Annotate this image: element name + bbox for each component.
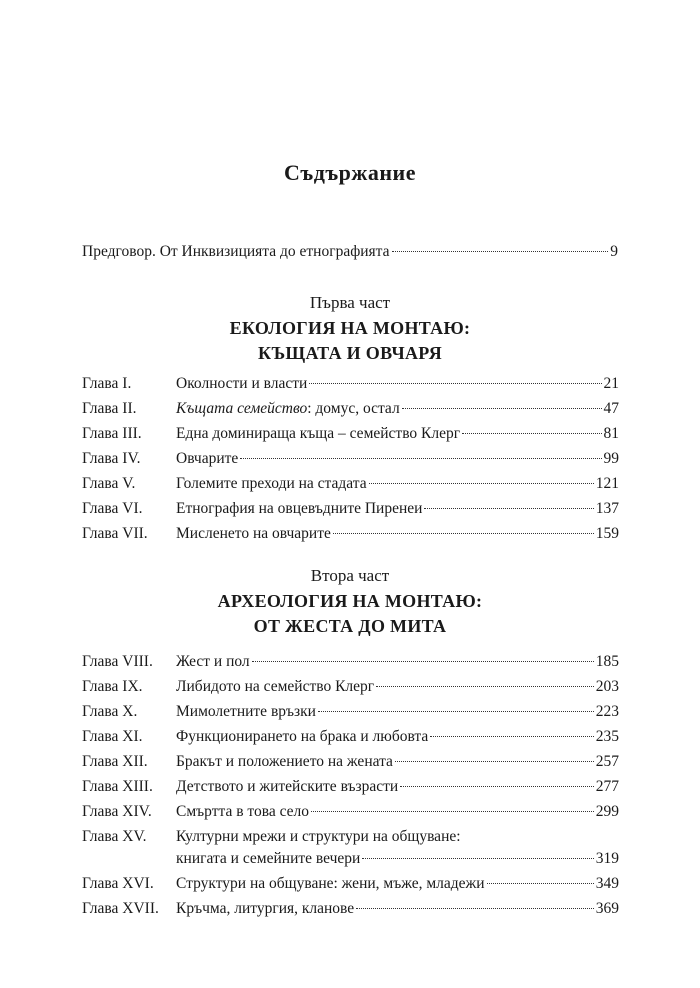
dot-leader bbox=[430, 736, 593, 737]
page-title: Съдържание bbox=[284, 160, 416, 185]
entry-text: Кръчма, литургия, кланове bbox=[176, 900, 355, 917]
page-number: 257 bbox=[595, 753, 619, 770]
page-number: 277 bbox=[595, 778, 619, 795]
toc-entry-continuation bbox=[176, 849, 619, 869]
page-number: 369 bbox=[595, 900, 619, 917]
entry-text: Либидото на семейство Клерг bbox=[176, 678, 375, 695]
chapter-number: Глава XVII. bbox=[82, 900, 159, 917]
chapter-number: Глава II. bbox=[82, 400, 137, 417]
entry-text: Жест и пол bbox=[176, 653, 250, 670]
toc-entry bbox=[82, 899, 619, 919]
dot-leader bbox=[395, 761, 594, 762]
toc-entry bbox=[82, 399, 619, 419]
toc-entry bbox=[82, 777, 619, 797]
entry-text: Мимолетните връзки bbox=[176, 703, 316, 720]
toc-entry bbox=[82, 677, 619, 697]
entry-text: Една доминираща къща – семейство Клерг bbox=[176, 425, 461, 442]
entry-text-italic: Къщата семейство bbox=[176, 400, 308, 417]
dot-leader bbox=[318, 711, 594, 712]
part-label: Втора част bbox=[310, 566, 390, 585]
toc-entry bbox=[82, 374, 619, 394]
entry-text: Смъртта в това село bbox=[176, 803, 310, 820]
chapter-number: Глава XI. bbox=[82, 728, 143, 745]
page-number: 9 bbox=[610, 243, 618, 260]
entry-text: Мисленето на овчарите bbox=[176, 525, 331, 542]
chapter-number: Глава IV. bbox=[82, 450, 141, 467]
dot-leader bbox=[309, 383, 601, 384]
chapter-number: Глава X. bbox=[82, 703, 138, 720]
chapter-number: Глава VII. bbox=[82, 525, 148, 542]
dot-leader bbox=[424, 508, 593, 509]
page-number: 185 bbox=[595, 653, 619, 670]
dot-leader bbox=[362, 858, 593, 859]
toc-entry bbox=[82, 474, 619, 494]
toc-entry bbox=[82, 727, 619, 747]
part-title-line: ОТ ЖЕСТА ДО МИТА bbox=[253, 616, 447, 636]
dot-leader bbox=[311, 811, 594, 812]
toc-entry bbox=[82, 652, 619, 672]
chapter-number: Глава IX. bbox=[82, 678, 143, 695]
page-number: 81 bbox=[603, 425, 619, 442]
page-number: 349 bbox=[595, 875, 619, 892]
chapter-number: Глава XVI. bbox=[82, 875, 154, 892]
toc-entry-first-line bbox=[82, 827, 619, 847]
toc-entry bbox=[82, 874, 619, 894]
entry-text: Функционирането на брака и любовта bbox=[176, 728, 429, 745]
page-number: 121 bbox=[595, 475, 619, 492]
dot-leader bbox=[240, 458, 601, 459]
page-number: 47 bbox=[603, 400, 619, 417]
toc-entry bbox=[82, 449, 619, 469]
chapter-number: Глава I. bbox=[82, 375, 132, 392]
dot-leader bbox=[462, 433, 601, 434]
chapter-number: Глава XII. bbox=[82, 753, 148, 770]
entry-text: Околности и власти bbox=[176, 375, 308, 392]
toc-entry bbox=[82, 424, 619, 444]
page-number: 235 bbox=[595, 728, 619, 745]
part-title-line: АРХЕОЛОГИЯ НА МОНТАЮ: bbox=[217, 591, 483, 611]
dot-leader bbox=[392, 251, 609, 252]
entry-text: Предговор. От Инквизицията до етнографията bbox=[82, 243, 390, 260]
entry-text: Големите преходи на стадата bbox=[176, 475, 367, 492]
entry-text-line1: Културни мрежи и структури на общуване: bbox=[176, 828, 461, 845]
page-number: 299 bbox=[595, 803, 619, 820]
chapter-number: Глава VI. bbox=[82, 500, 143, 517]
page-number: 159 bbox=[595, 525, 619, 542]
toc-entry bbox=[82, 802, 619, 822]
entry-text: Детството и житейските възрасти bbox=[176, 778, 399, 795]
page-number: 223 bbox=[595, 703, 619, 720]
toc-entry-preface bbox=[82, 242, 618, 262]
dot-leader bbox=[356, 908, 594, 909]
entry-text: книгата и семейните вечери bbox=[176, 850, 361, 867]
entry-text: Бракът и положението на жената bbox=[176, 753, 393, 770]
entry-text-rest: : домус, остал bbox=[307, 400, 400, 417]
page-number: 203 bbox=[595, 678, 619, 695]
entry-text: Етнография на овцевъдните Пиренеи bbox=[176, 500, 423, 517]
chapter-number: Глава VIII. bbox=[82, 653, 153, 670]
page-number: 21 bbox=[603, 375, 619, 392]
entry-text bbox=[176, 399, 400, 419]
part-title-line: ЕКОЛОГИЯ НА МОНТАЮ: bbox=[229, 318, 471, 338]
page-number: 137 bbox=[595, 500, 619, 517]
toc-entry bbox=[82, 752, 619, 772]
dot-leader bbox=[369, 483, 594, 484]
entry-text: Структури на общуване: жени, мъже, младежи bbox=[176, 875, 485, 892]
page-number: 319 bbox=[595, 850, 619, 867]
entry-text: Овчарите bbox=[176, 450, 239, 467]
toc-entry bbox=[82, 702, 619, 722]
chapter-number: Глава XIV. bbox=[82, 803, 152, 820]
dot-leader bbox=[376, 686, 594, 687]
dot-leader bbox=[400, 786, 594, 787]
chapter-number: Глава III. bbox=[82, 425, 142, 442]
dot-leader bbox=[487, 883, 594, 884]
page-number: 99 bbox=[603, 450, 619, 467]
part-title-line: КЪЩАТА И ОВЧАРЯ bbox=[257, 343, 443, 363]
toc-entry bbox=[82, 499, 619, 519]
dot-leader bbox=[402, 408, 602, 409]
dot-leader bbox=[252, 661, 594, 662]
chapter-number: Глава V. bbox=[82, 475, 136, 492]
dot-leader bbox=[333, 533, 594, 534]
chapter-number: Глава XV. bbox=[82, 828, 147, 845]
chapter-number: Глава XIII. bbox=[82, 778, 153, 795]
toc-entry bbox=[82, 524, 619, 544]
part-label: Първа част bbox=[309, 293, 391, 312]
